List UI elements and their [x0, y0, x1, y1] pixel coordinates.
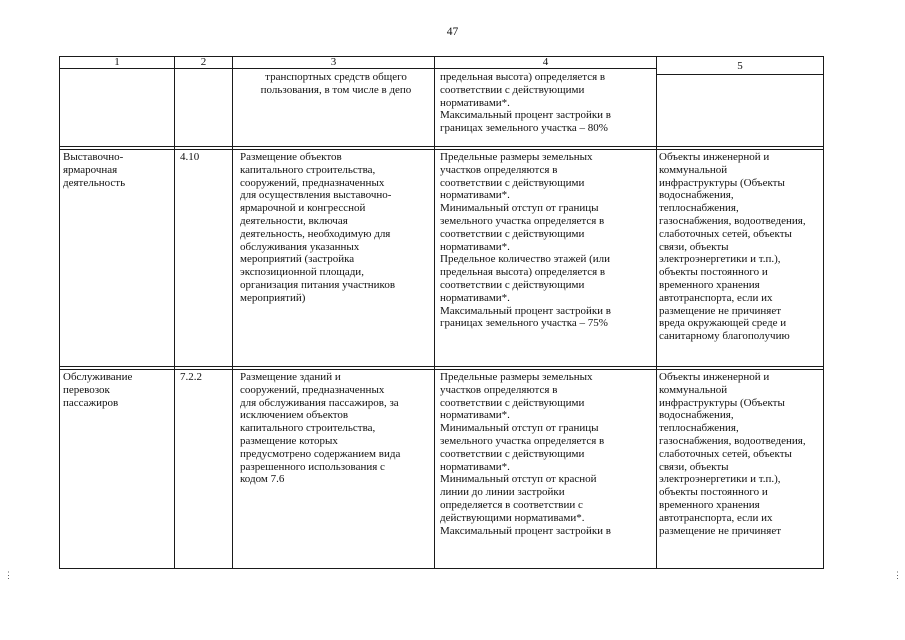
row-name: Выставочно- ярмарочная деятельность — [63, 151, 126, 189]
page-number: 47 — [446, 26, 459, 38]
continuation-parameters: предельная высота) определяется в соответствии с действующими нормативами*. Максимальный процент застройки в границах земельного участка – 80% — [440, 71, 611, 135]
header-col-5: 5 — [737, 60, 743, 72]
row-code: 4.10 — [180, 151, 200, 163]
row-parameters: Предельные размеры земельных участков определяются в соответствии с действующими нормативами*. Минимальный отступ от границы земельного участка определяется в соответствии с действующими нормативами*. Предельное количество этажей (или предельная высота) определяется в соответствии с действующими нормативами*. Максимальный процент застройки в границах земельного участка – 75% — [440, 151, 611, 330]
continuation-description: транспортных средств общего пользования, в том числе в депо — [260, 71, 412, 96]
scan-edge-mark: ⋮ — [4, 570, 13, 580]
header-col-2: 2 — [200, 56, 207, 68]
row-code: 7.2.2 — [180, 371, 202, 383]
row-description: Размещение зданий и сооружений, предназначенных для обслуживания пассажиров, за исключением объектов капитального строительства, размещение которых предусмотрено содержанием вида разрешенного использования с кодом 7.6 — [240, 371, 401, 486]
row-auxiliary: Объекты инженерной и коммунальной инфраструктуры (Объекты водоснабжения, теплоснабжения, газоснабжения, водоотведения, слаботочных сетей, объекты связи, объекты электроэнергетики и т.п.), объекты постоянного и временного хранения автотранспорта, если их размещение не причиняет вреда окружающей среде и санитарному благополучию — [659, 151, 806, 343]
row-name: Обслуживание перевозок пассажиров — [63, 371, 133, 409]
header-col-1: 1 — [114, 56, 120, 68]
scan-edge-mark: ⋮ — [893, 570, 902, 580]
header-col-4: 4 — [542, 56, 549, 68]
row-parameters: Предельные размеры земельных участков определяются в соответствии с действующими нормативами*. Минимальный отступ от границы земельного участка определяется в соответствии с действующими нормативами*. Минимальный отступ от красной линии до линии застройки определяется в соответствии с действующими нормативами*. Максимальный процент застройки в — [440, 371, 611, 537]
header-col-3: 3 — [330, 56, 337, 68]
row-description: Размещение объектов капитального строительства, сооружений, предназначенных для осуществления выставочно- ярмарочной и конгрессной деятельности, включая деятельность, необходимую для обслуживания указанных мероприятий (застройка экспозиционной площади, организация питания участников мероприятий) — [240, 151, 396, 304]
row-auxiliary: Объекты инженерной и коммунальной инфраструктуры (Объекты водоснабжения, теплоснабжения, газоснабжения, водоотведения, слаботочных сетей, объекты связи, объекты электроэнергетики и т.п.), объекты постоянного и временного хранения автотранспорта, если их размещение не причиняет — [659, 371, 806, 537]
